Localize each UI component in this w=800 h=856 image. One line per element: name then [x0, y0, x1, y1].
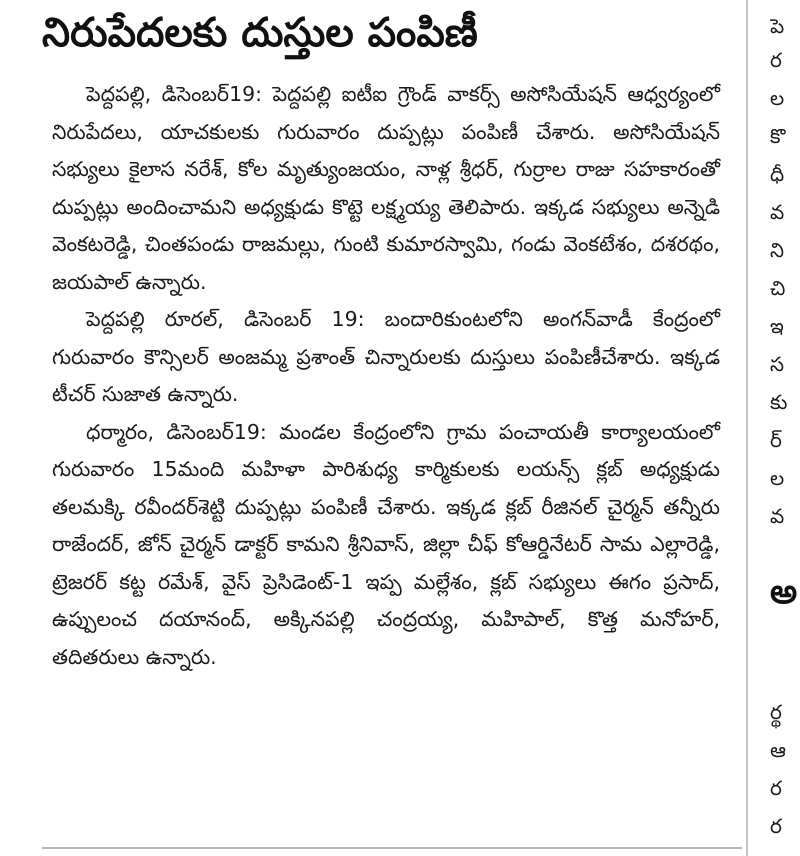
adjacent-line-fragment: ర్ — [770, 428, 782, 452]
adjacent-line-fragment: ఆ — [770, 738, 786, 762]
adjacent-line-fragment: కు — [770, 390, 788, 414]
adjacent-line-fragment: చి — [770, 276, 786, 300]
adjacent-line-fragment: ఇ — [770, 314, 784, 338]
article-paragraph: పెద్దపల్లి రూరల్, డిసెంబర్ 19: బందారికుంటలోని అంగన్‌వాడీ కేంద్రంలో గురువారం కౌన్సిలర్ అంజమ్మ ప్రశాంత్ చిన్నారులకు దుస్తులు పంపిణీచేశారు. ఇక్కడ టీచర్ సుజాత ఉన్నారు. — [52, 307, 720, 406]
adjacent-line-fragment: ల — [770, 86, 785, 110]
adjacent-line-fragment: ధీ — [770, 162, 785, 186]
adjacent-heading-fragment: అ — [770, 572, 798, 612]
adjacent-line-fragment: వ — [770, 504, 785, 528]
article-body — [52, 76, 720, 676]
adjacent-line-fragment: ని — [770, 238, 785, 262]
article-paragraph: పెద్దపల్లి, డిసెంబర్19: పెద్దపల్లి ఐటీఐ గ్రౌండ్ వాకర్స్ అసోసియేషన్ ఆధ్వర్యంలో నిరుపేదలు, యాచకులకు గురువారం దుప్పట్లు పంపిణీ చేశారు. అసోసియేషన్ సభ్యులు కైలాస నరేశ్, కోల మృత్యుంజయం, నాళ్ల శ్రీధర్, గుర్రాల రాజు సహకారంతో దుప్పట్లు అందించామని అధ్యక్షుడు కొట్టె లక్ష్మయ్య తెలిపారు. ఇక్కడ సభ్యులు అన్నెడి వెంకటరెడ్డి, చింతపండు రాజమల్లు, గుంటి కుమారస్వామి, గండు వెంకటేశం, దశరథం, జయపాల్ ఉన్నారు. — [52, 82, 720, 294]
adjacent-line-fragment: వ — [770, 200, 785, 224]
bottom-divider — [42, 847, 742, 849]
adjacent-article-fragment — [770, 0, 800, 856]
adjacent-line-fragment: ర — [770, 814, 782, 838]
column-divider — [746, 0, 748, 856]
adjacent-line-fragment: ర — [770, 776, 782, 800]
article-headline: నిరుపేదలకు దుస్తుల పంపిణీ — [42, 10, 478, 56]
adjacent-line-fragment: ర్థ — [770, 700, 782, 724]
adjacent-line-fragment: ర — [770, 48, 782, 72]
article-paragraph: ధర్మారం, డిసెంబర్19: మండల కేంద్రంలోని గ్రామ పంచాయతీ కార్యాలయంలో గురువారం 15మంది మహిళా పారిశుధ్య కార్మికులకు లయన్స్ క్లబ్ అధ్యక్షుడు తలమక్కి రవీందర్‌శెట్టి దుప్పట్లు పంపిణీ చేశారు. ఇక్కడ క్లబ్ రీజినల్ చైర్మన్ తన్నీరు రాజేందర్, జోన్ చైర్మన్ డాక్టర్ కామని శ్రీనివాస్, జిల్లా చీఫ్ కోఆర్డినేటర్ సామ ఎల్లారెడ్డి, ట్రెజరర్ కట్ట రమేశ్, వైస్ ప్రెసిడెంట్-1 ఇప్ప మల్లేశం, క్లబ్ సభ్యులు ఈగం ప్రసాద్, ఉప్పులంచ దయానంద్, అక్కినపల్లి చంద్రయ్య, మహిపాల్, కొత్త మనోహర్, తదితరులు ఉన్నారు. — [52, 419, 720, 669]
adjacent-line-fragment: స — [770, 352, 785, 376]
adjacent-line-fragment: కొ — [770, 124, 786, 148]
adjacent-line-fragment: ల — [770, 466, 785, 490]
adjacent-line-fragment: పె — [770, 14, 785, 38]
